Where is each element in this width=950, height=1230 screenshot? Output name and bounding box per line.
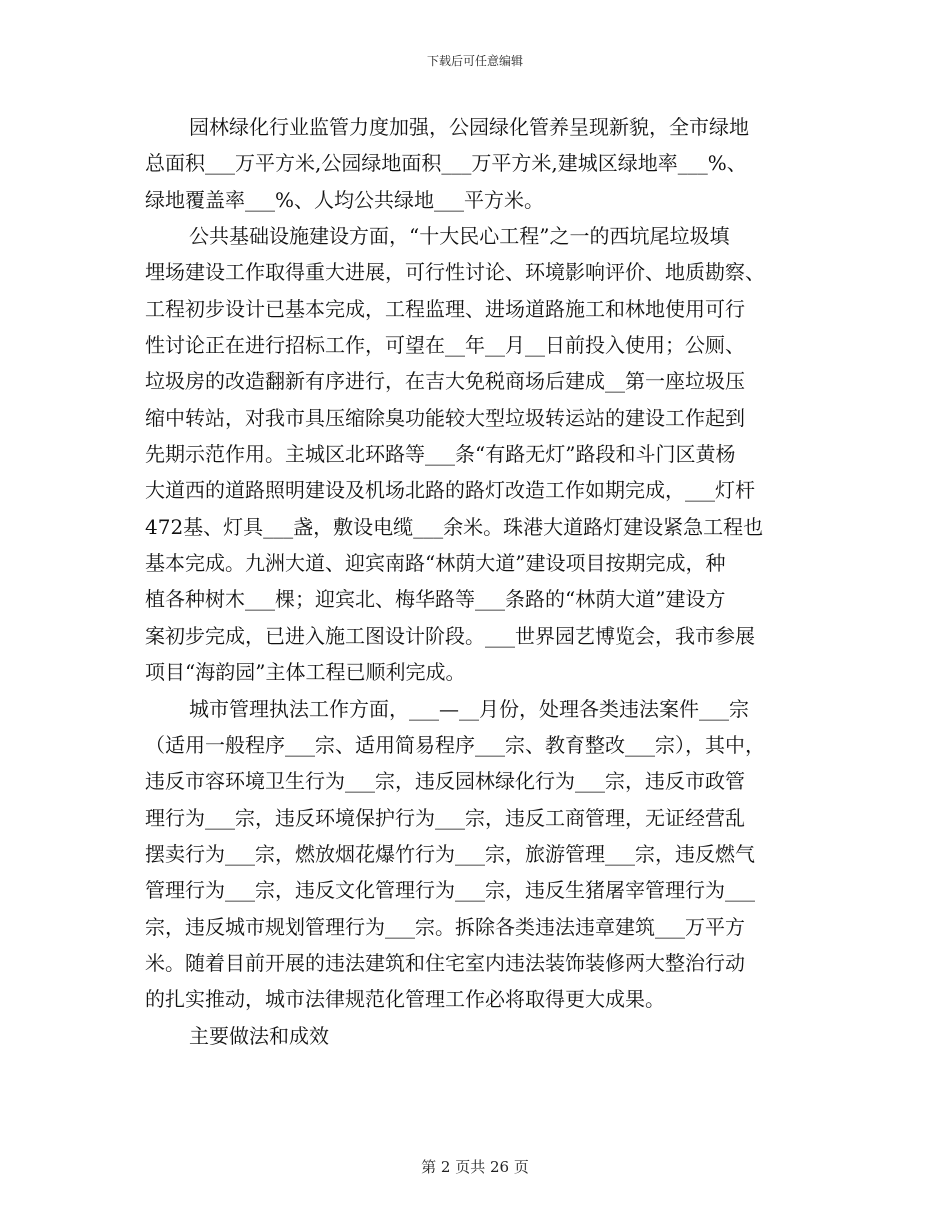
text-line: 472基、灯具___盏，敷设电缆___余米。珠港大道路灯建设紧急工程也 [145,514,764,539]
header-note: 下载后可任意编辑 [426,54,523,68]
text-line: 主要做法和成效 [189,1023,329,1048]
text-line: （适用一般程序___宗、适用简易程序___宗、教育整改___宗），其中， [145,732,765,757]
text-line: 米。随着目前开展的违法建筑和住宅室内违法装饰装修两大整治行动 [145,950,745,975]
text-line: 工程初步设计已基本完成，工程监理、进场道路施工和林地使用可行 [145,296,745,321]
text-line: 绿地覆盖率___%、人均公共绿地___平方米。 [145,187,545,212]
page-footer: 第 2 页共 26 页 [421,1158,529,1176]
document-body [145,109,825,1054]
text-line: 大道西的道路照明建设及机场北路的路灯改造工作如期完成，___灯杆 [145,478,755,503]
text-line: 城市管理执法工作方面，___—__月份，处理各类违法案件___宗 [189,696,749,721]
text-line: 先期示范作用。主城区北环路等___条“有路无灯”路段和斗门区黄杨 [145,442,736,467]
text-line: 项目“海韵园”主体工程已顺利完成。 [145,660,466,685]
text-line: 违反市容环境卫生行为___宗，违反园林绿化行为___宗，违反市政管 [145,769,745,794]
text-line: 埋场建设工作取得重大进展，可行性讨论、环境影响评价、地质勘察、 [145,260,765,285]
text-line: 基本完成。九洲大道、迎宾南路“林荫大道”建设项目按期完成，种 [145,551,726,576]
text-line: 总面积___万平方米,公园绿地面积___万平方米,建城区绿地率___%、 [145,151,747,176]
text-line: 垃圾房的改造翻新有序进行，在吉大免税商场后建成__第一座垃圾压 [145,369,745,394]
text-line: 性讨论正在进行招标工作，可望在__年__月__日前投入使用；公厕、 [145,333,745,358]
text-line: 的扎实推动，城市法律规范化管理工作必将取得更大成果。 [145,987,665,1012]
text-line: 管理行为___宗，违反文化管理行为___宗，违反生猪屠宰管理行为___ [145,878,755,903]
text-line: 案初步完成，已进入施工图设计阶段。___世界园艺博览会，我市参展 [145,623,755,648]
text-line: 宗，违反城市规划管理行为___宗。拆除各类违法违章建筑___万平方 [145,914,745,939]
text-line: 植各种树木___棵；迎宾北、梅华路等___条路的“林荫大道”建设方 [145,587,726,612]
text-line: 园林绿化行业监管力度加强，公园绿化管养呈现新貌，全市绿地 [189,115,749,139]
text-line: 公共基础设施建设方面，“十大民心工程”之一的西坑尾垃圾填 [189,224,730,249]
text-line: 摆卖行为___宗，燃放烟花爆竹行为___宗，旅游管理___宗，违反燃气 [145,841,755,866]
text-line: 缩中转站，对我市具压缩除臭功能较大型垃圾转运站的建设工作起到 [145,405,745,430]
text-line: 理行为___宗，违反环境保护行为___宗，违反工商管理，无证经营乱 [145,805,745,830]
